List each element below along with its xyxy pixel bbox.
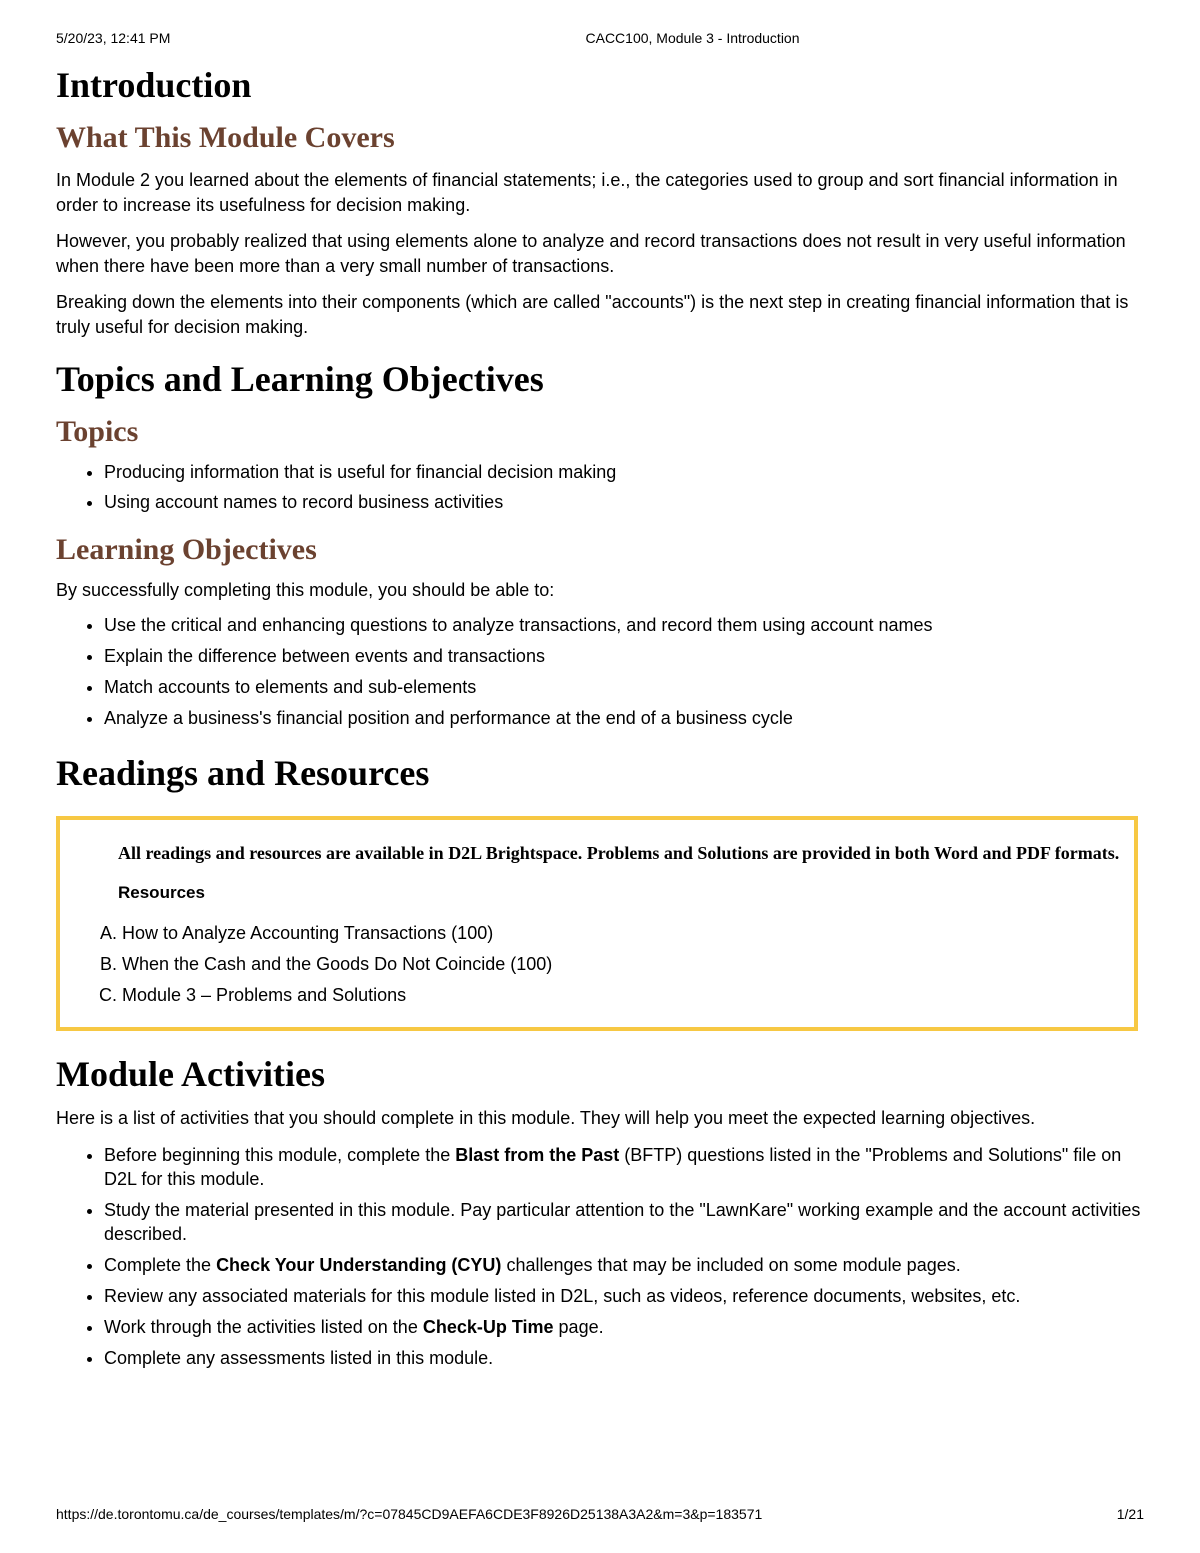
topics-heading: Topics xyxy=(56,415,139,449)
item-text: (BFTP) questions listed in the "Problems and Solutions" file on D2L for this module. xyxy=(104,1144,1122,1189)
list-item xyxy=(104,1143,1148,1191)
resource-item: B. When the Cash and the Goods Do Not Coincide (100) xyxy=(122,952,1120,976)
topics-list xyxy=(56,460,1148,514)
list-item: • Analyze a business's financial position and performance at the end of a business cycle xyxy=(104,706,1148,730)
objectives-intro: By successfully completing this module, you should be able to: xyxy=(56,580,555,601)
resources-heading: Resources xyxy=(118,882,205,902)
module-covers-heading: What This Module Covers xyxy=(56,121,395,155)
list-item: • Explain the difference between events and transactions xyxy=(104,644,1148,668)
list-item xyxy=(104,1315,1148,1339)
list-item: • Complete any assessments listed in this module. xyxy=(104,1346,1148,1370)
print-datetime: 5/20/23, 12:41 PM xyxy=(56,30,171,46)
list-item: • Use the critical and enhancing questions to analyze transactions, and record them using account names xyxy=(104,613,1148,637)
resource-item: C. Module 3 – Problems and Solutions xyxy=(122,983,1120,1007)
activities-list xyxy=(56,1143,1148,1370)
learning-objectives-heading: Learning Objectives xyxy=(56,533,317,567)
print-page-number: 1/21 xyxy=(1116,1506,1144,1522)
list-item: • Using account names to record business activities xyxy=(104,490,1148,514)
list-item xyxy=(104,1253,1148,1277)
readings-heading: Readings and Resources xyxy=(56,753,430,794)
list-item: • Study the material presented in this module. Pay particular attention to the "LawnKare" working example and the account activities described. xyxy=(104,1198,1148,1246)
check-up-time-label: Check-Up Time xyxy=(422,1316,554,1337)
intro-paragraph: Breaking down the elements into their components (which are called "accounts") is the next step in creating financial information that is truly useful for decision making. xyxy=(56,292,1129,338)
list-item: • Review any associated materials for this module listed in D2L, such as videos, reference documents, websites, etc. xyxy=(104,1284,1148,1308)
objectives-list xyxy=(56,613,1148,730)
item-text: Complete the xyxy=(104,1254,217,1275)
resource-item: A. How to Analyze Accounting Transactions (100) xyxy=(122,921,1120,945)
list-item: • Match accounts to elements and sub-elements xyxy=(104,675,1148,699)
introduction-heading: Introduction xyxy=(56,65,252,105)
activities-intro: Here is a list of activities that you should complete in this module. They will help you meet the expected learning objectives. xyxy=(56,1107,1036,1128)
readings-note: All readings and resources are available in D2L Brightspace. Problems and Solutions are provided in both Word and PDF formats. xyxy=(118,842,1120,863)
item-text: Work through the activities listed on the xyxy=(104,1316,423,1337)
page-content xyxy=(56,64,1148,1370)
blast-from-past-label: Blast from the Past xyxy=(455,1144,620,1165)
resources-list xyxy=(60,921,1120,1007)
topics-objectives-heading: Topics and Learning Objectives xyxy=(56,359,544,400)
intro-paragraph: In Module 2 you learned about the elements of financial statements; i.e., the categories used to group and sort financial information in order to increase its usefulness for decision making. xyxy=(56,170,1118,216)
print-url: https://de.torontomu.ca/de_courses/templates/m/?c=07845CD9AEFA6CDE3F8926D25138A3A2&m=3&p=183571 xyxy=(56,1506,763,1522)
item-text: challenges that may be included on some module pages. xyxy=(501,1254,961,1275)
print-page-title: CACC100, Module 3 - Introduction xyxy=(585,30,800,46)
intro-paragraph: However, you probably realized that using elements alone to analyze and record transactions does not result in very useful information when there have been more than a very small number of transactions. xyxy=(56,231,1126,277)
list-item: • Producing information that is useful for financial decision making xyxy=(104,460,1148,484)
cyu-label: Check Your Understanding (CYU) xyxy=(216,1254,502,1275)
item-text: Before beginning this module, complete the xyxy=(104,1144,456,1165)
item-text: page. xyxy=(553,1316,604,1337)
module-activities-heading: Module Activities xyxy=(56,1053,325,1094)
readings-callout-box xyxy=(56,816,1138,1031)
